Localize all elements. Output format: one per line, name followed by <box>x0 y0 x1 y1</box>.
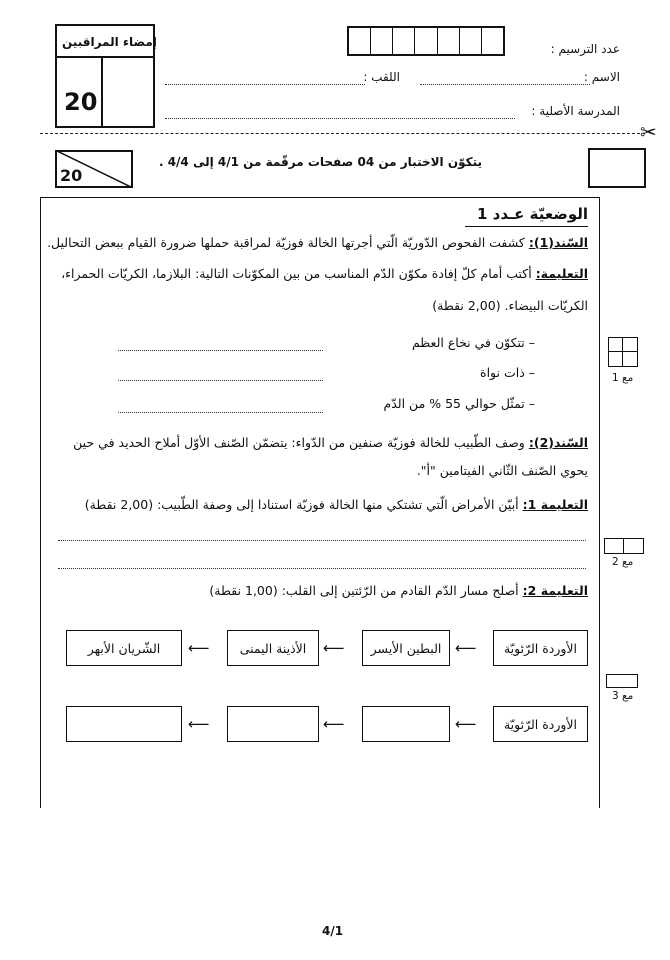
doc2-label: السّند(2): <box>528 435 588 450</box>
grade-20-label: 20 <box>64 88 98 116</box>
supervisors-divider-v <box>101 56 103 128</box>
instruction-text-1: أكتب أمام كلّ إفادة مكوّن الدّم المناسب من بين المكوّنات التالية: البلازما، الكريّات الحمراء، <box>61 266 532 281</box>
cut-line <box>40 133 640 134</box>
criterion-2-label: مع 2 <box>612 556 634 568</box>
school-label: المدرسة الأصلية : <box>531 104 620 118</box>
path2-box-4[interactable] <box>66 706 182 742</box>
name-field[interactable] <box>420 84 590 85</box>
answer-line-4[interactable] <box>58 540 586 541</box>
instruction1-label: التعليمة 1: <box>522 497 588 512</box>
criterion-2-grid <box>604 538 644 554</box>
page-number: 4/1 <box>322 924 344 938</box>
item-1: – تتكوّن في نخاع العظم <box>411 335 535 350</box>
item-3: – تمثّل حوالي 55 % من الدّم <box>383 396 535 411</box>
answer-line-1[interactable] <box>118 350 323 351</box>
path2-arrow-3: ⟵ <box>188 715 210 733</box>
registration-number-boxes[interactable] <box>347 26 505 56</box>
answer-line-2[interactable] <box>118 380 323 381</box>
answer-line-3[interactable] <box>118 412 323 413</box>
instruction2-paragraph <box>209 583 588 598</box>
doc1-text: كشفت الفحوص الدّوريّة الّتي أجرتها الخالة فوزيّة لمراقبة حملها ضرورة القيام ببعض التحاليل. <box>47 235 525 250</box>
scissors-icon: ✂ <box>640 120 657 144</box>
name-label: الاسم : <box>583 70 620 84</box>
exam-info-line: يتكوّن الاختبار من 04 صفحات مرقّمة من 4/1 إلى 4/4 . <box>158 155 482 169</box>
item-2: – ذات نواة <box>480 365 535 380</box>
criterion-3-box <box>606 674 638 688</box>
criterion-3-label: مع 3 <box>612 690 634 702</box>
path2-arrow-1: ⟵ <box>455 715 477 733</box>
path1-box-4: الشّريان الأبهر <box>66 630 182 666</box>
doc1-paragraph <box>47 235 588 250</box>
answer-line-5[interactable] <box>58 568 586 569</box>
path2-arrow-2: ⟵ <box>323 715 345 733</box>
doc2-paragraph <box>73 435 588 450</box>
score-total: 20 <box>60 166 83 185</box>
instruction2-label: التعليمة 2: <box>522 583 588 598</box>
path2-box-3[interactable] <box>227 706 319 742</box>
instruction-text-2: الكريّات البيضاء. (2,00 نقطة) <box>432 298 588 313</box>
supervisors-divider-h <box>55 56 155 58</box>
instruction2-text: أصلح مسار الدّم القادم من الرّئتين إلى القلب: (1,00 نقطة) <box>209 583 519 598</box>
answer-box-top <box>588 148 646 188</box>
surname-field[interactable] <box>165 84 365 85</box>
criterion-1-label: مع 1 <box>612 372 634 384</box>
instruction1-paragraph <box>85 497 588 512</box>
path2-box-1: الأوردة الرّئويّة <box>493 706 588 742</box>
path1-box-2: البطين الأيسر <box>362 630 450 666</box>
instruction1-text: أبيّن الأمراض الّتي تشتكي منها الخالة فوزيّة استنادا إلى وصفة الطّبيب: (2,00 نقطة) <box>84 497 519 512</box>
doc2-text-1: وصف الطّبيب للخالة فوزيّة صنفين من الدّواء: يتضمّن الصّنف الأوّل أملاح الحديد في حين <box>73 435 525 450</box>
registration-label: عدد الترسيم : <box>550 42 620 56</box>
supervisors-signature-label: إمضاء المراقبين <box>62 35 157 49</box>
instruction-paragraph <box>61 266 588 281</box>
doc2-text-2: يحوي الصّنف الثّاني الفيتامين "أ". <box>416 463 588 478</box>
school-field[interactable] <box>165 118 515 119</box>
doc1-label: السّند(1): <box>528 235 588 250</box>
path1-arrow-3: ⟵ <box>188 639 210 657</box>
path1-box-3: الأذينة اليمنى <box>227 630 319 666</box>
path2-box-2[interactable] <box>362 706 450 742</box>
instruction-label: التعليمة: <box>535 266 588 281</box>
title-underline <box>465 226 588 227</box>
path1-box-1: الأوردة الرّئويّة <box>493 630 588 666</box>
situation-title: الوضعيّة عـدد 1 <box>477 205 588 223</box>
surname-label: اللقب : <box>363 70 400 84</box>
path1-arrow-1: ⟵ <box>455 639 477 657</box>
path1-arrow-2: ⟵ <box>323 639 345 657</box>
criterion-1-grid <box>608 337 638 367</box>
